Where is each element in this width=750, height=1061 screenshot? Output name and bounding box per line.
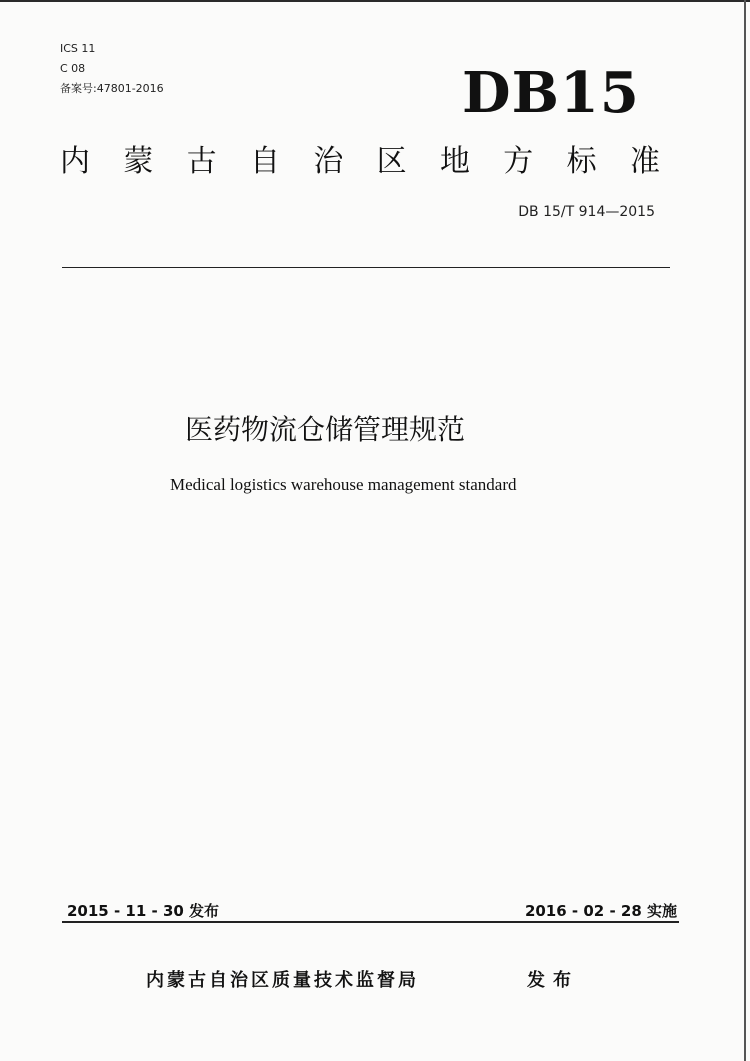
issue-date: 2015 - 11 - 30 发布: [67, 902, 220, 920]
standard-type-char: 方: [503, 144, 534, 179]
document-title-chinese: 医药物流仓储管理规范: [185, 413, 466, 446]
footer-divider: [62, 921, 679, 923]
header-divider: [62, 267, 670, 268]
publish-label: 发布: [527, 970, 579, 991]
classification-code: C 08: [60, 62, 86, 75]
standard-type-char: 地: [439, 144, 470, 179]
standard-type-char: 自: [249, 144, 280, 179]
implementation-date: 2016 - 02 - 28 实施: [524, 902, 677, 920]
db15-logo: DB15: [462, 60, 640, 126]
standard-type-char: 蒙: [123, 144, 154, 179]
right-border: [744, 0, 746, 1061]
record-number: 备案号:47801-2016: [60, 82, 164, 95]
standard-type-heading: [60, 142, 660, 182]
standard-type-char: 准: [629, 144, 660, 179]
top-border: [0, 0, 750, 2]
standard-type-char: 治: [313, 144, 344, 179]
standard-type-char: 古: [186, 144, 217, 179]
document-title-english: Medical logistics warehouse management standard: [170, 475, 517, 494]
standard-type-char: 内: [60, 144, 90, 179]
publisher-name: 内蒙古自治区质量技术监督局: [146, 970, 419, 991]
standard-type-char: 区: [376, 144, 407, 179]
standard-code: DB 15/T 914—2015: [518, 204, 655, 220]
ics-code: ICS 11: [60, 42, 96, 55]
standard-type-char: 标: [566, 144, 597, 179]
